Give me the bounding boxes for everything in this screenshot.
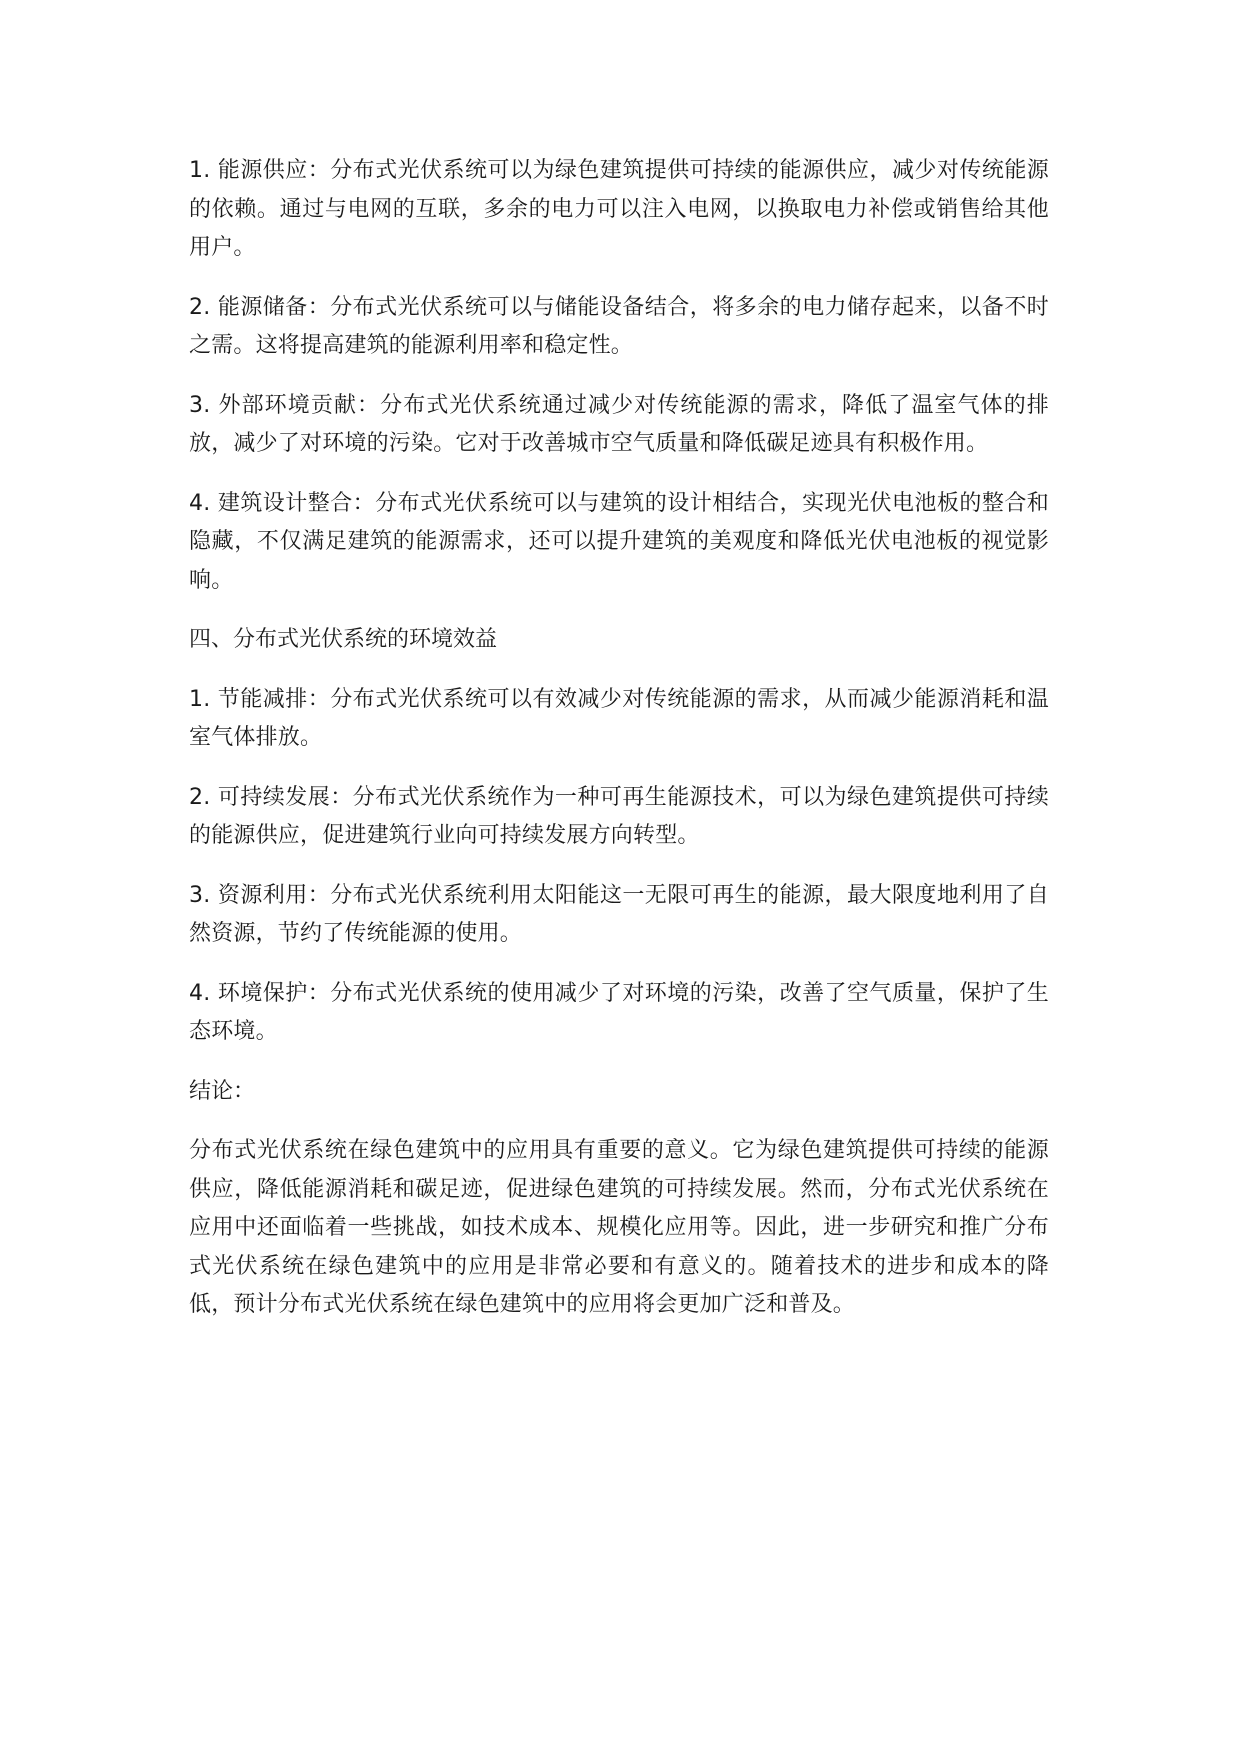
paragraph-energy-saving: 1. 节能减排：分布式光伏系统可以有效减少对传统能源的需求，从而减少能源消耗和温室气体排放。	[189, 686, 1049, 750]
conclusion-paragraph: 分布式光伏系统在绿色建筑中的应用具有重要的意义。它为绿色建筑提供可持续的能源供应，降低能源消耗和碳足迹，促进绿色建筑的可持续发展。然而，分布式光伏系统在应用中还面临着一些挑战，如技术成本、规模化应用等。因此，进一步研究和推广分布式光伏系统在绿色建筑中的应用是非常必要和有意义的。随着技术的进步和成本的降低，预计分布式光伏系统在绿色建筑中的应用将会更加广泛和普及。	[189, 1138, 1049, 1317]
section-heading-environmental-benefits: 四、分布式光伏系统的环境效益	[189, 627, 498, 652]
conclusion-heading: 结论：	[189, 1078, 256, 1104]
paragraph-sustainable-development: 2. 可持续发展：分布式光伏系统作为一种可再生能源技术，可以为绿色建筑提供可持续的能源供应，促进建筑行业向可持续发展方向转型。	[189, 784, 1049, 848]
paragraph-environmental-protection: 4. 环境保护：分布式光伏系统的使用减少了对环境的污染，改善了空气质量，保护了生态环境。	[189, 980, 1049, 1044]
document-page	[189, 152, 1049, 1346]
paragraph-energy-storage: 2. 能源储备：分布式光伏系统可以与储能设备结合，将多余的电力储存起来，以备不时之需。这将提高建筑的能源利用率和稳定性。	[189, 294, 1049, 358]
paragraph-resource-utilization: 3. 资源利用：分布式光伏系统利用太阳能这一无限可再生的能源，最大限度地利用了自然资源，节约了传统能源的使用。	[189, 882, 1049, 946]
paragraph-external-environment: 3. 外部环境贡献：分布式光伏系统通过减少对传统能源的需求，降低了温室气体的排放，减少了对环境的污染。它对于改善城市空气质量和降低碳足迹具有积极作用。	[189, 392, 1049, 456]
paragraph-building-design: 4. 建筑设计整合：分布式光伏系统可以与建筑的设计相结合，实现光伏电池板的整合和隐藏，不仅满足建筑的能源需求，还可以提升建筑的美观度和降低光伏电池板的视觉影响。	[189, 490, 1049, 593]
paragraph-energy-supply: 1. 能源供应：分布式光伏系统可以为绿色建筑提供可持续的能源供应，减少对传统能源的依赖。通过与电网的互联，多余的电力可以注入电网，以换取电力补偿或销售给其他用户。	[189, 158, 1049, 260]
